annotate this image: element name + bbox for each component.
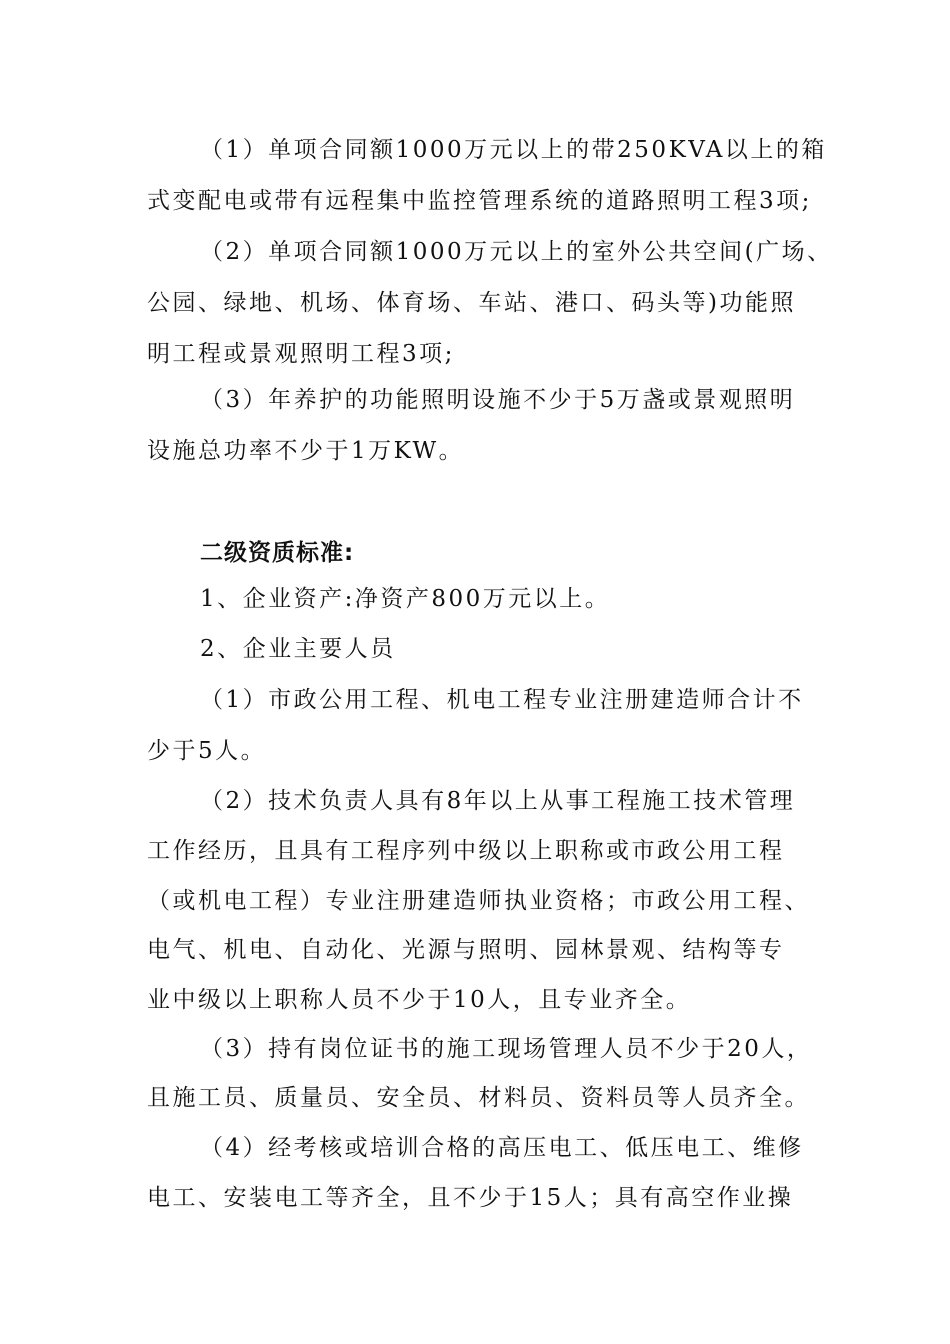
item1-line1: （1）单项合同额1000万元以上的带250KVA以上的箱 (200, 137, 827, 163)
personnel-item3-line1: （3）持有岗位证书的施工现场管理人员不少于20人， (200, 1036, 813, 1062)
personnel-item4-line2: 电工、安装电工等齐全，且不少于15人；具有高空作业操 (147, 1185, 794, 1211)
personnel-item3-line2: 且施工员、质量员、安全员、材料员、资料员等人员齐全。 (147, 1085, 810, 1111)
personnel-item2-line1: （2）技术负责人具有8年以上从事工程施工技术管理 (200, 788, 796, 814)
personnel-item2-line5: 业中级以上职称人员不少于10人，且专业齐全。 (147, 987, 692, 1013)
item1-line2: 式变配电或带有远程集中监控管理系统的道路照明工程3项; (147, 188, 812, 214)
personnel-item1-line1: （1）市政公用工程、机电工程专业注册建造师合计不 (200, 687, 804, 713)
personnel-item4-line1: （4）经考核或培训合格的高压电工、低压电工、维修 (200, 1135, 804, 1161)
item3-line2: 设施总功率不少于1万KW。 (147, 438, 465, 464)
personnel-item2-line2: 工作经历，且具有工程序列中级以上职称或市政公用工程 (147, 838, 785, 864)
personnel-item1-line2: 少于5人。 (147, 738, 267, 764)
item2-line3: 明工程或景观照明工程3项; (147, 341, 455, 367)
assets-requirement: 1、企业资产:净资产800万元以上。 (200, 586, 611, 612)
section-heading-second-level: 二级资质标准: (200, 540, 355, 566)
item2-line2: 公园、绿地、机场、体育场、车站、港口、码头等)功能照 (147, 290, 796, 316)
personnel-title: 2、企业主要人员 (200, 636, 396, 662)
item3-line1: （3）年养护的功能照明设施不少于5万盏或景观照明 (200, 387, 796, 413)
item2-line1: （2）单项合同额1000万元以上的室外公共空间(广场、 (200, 239, 833, 265)
personnel-item2-line4: 电气、机电、自动化、光源与照明、园林景观、结构等专 (147, 937, 785, 963)
personnel-item2-line3: （或机电工程）专业注册建造师执业资格；市政公用工程、 (147, 888, 810, 914)
